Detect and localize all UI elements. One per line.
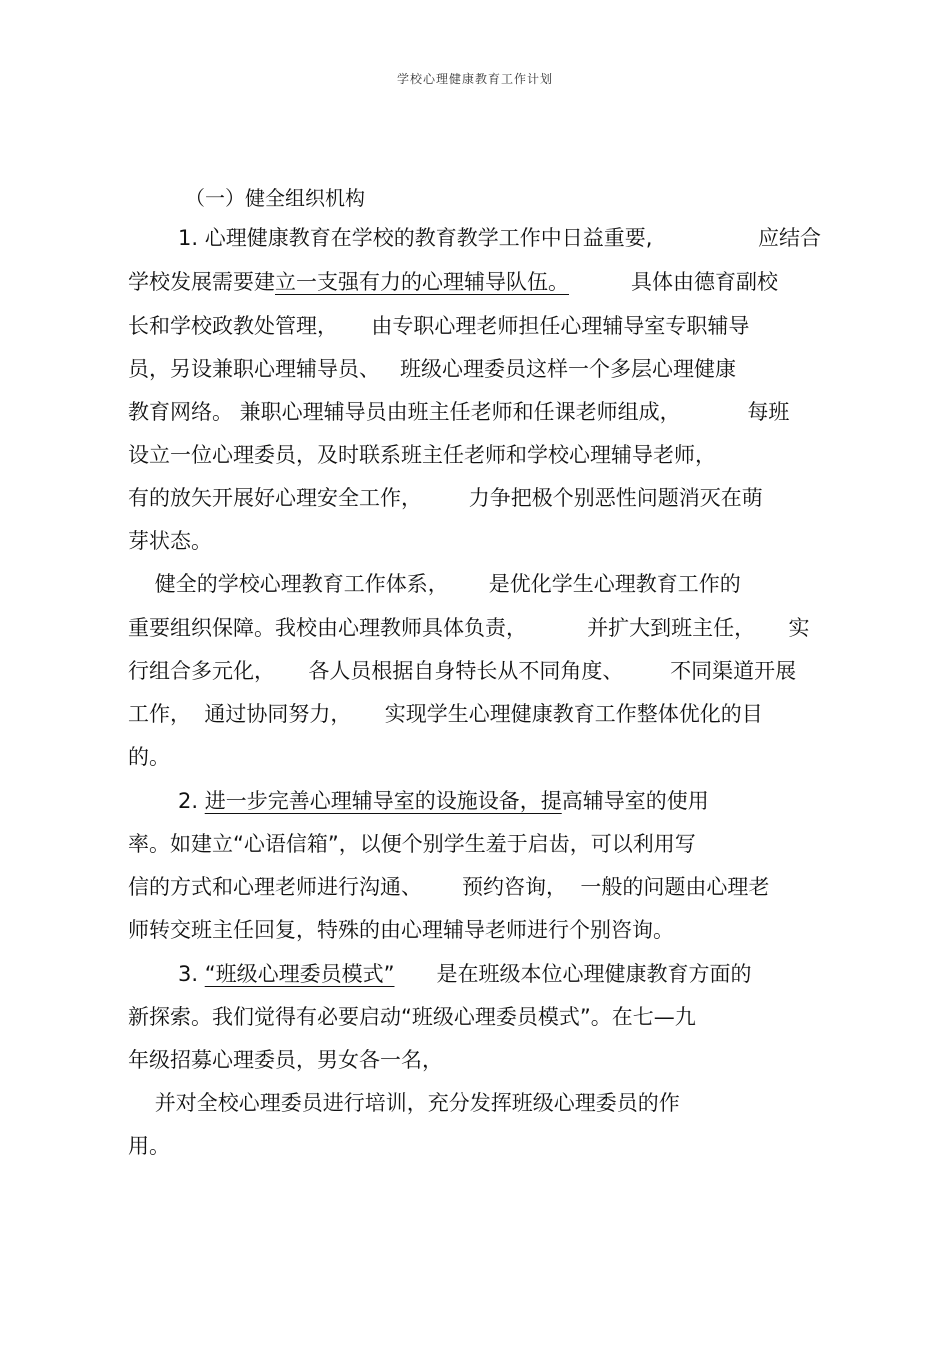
- text-run: 应结合: [758, 226, 821, 250]
- text-run: 具体由德育副校: [631, 270, 778, 294]
- p1-line-7: 有的放矢开展好心理安全工作， 力争把极个别恶性问题消灭在萌: [128, 486, 763, 510]
- p2-line-3: 行组合多元化， 各人员根据自身特长从不同角度、 不同渠道开展: [128, 659, 797, 683]
- underlined-text: “班级心理委员模式”: [204, 962, 395, 986]
- p2-line-2: 重要组织保障。我校由心理教师具体负责， 并扩大到班主任， 实: [128, 616, 810, 640]
- p1-line-6: 设立一位心理委员，及时联系班主任老师和学校心理辅导老师，: [128, 443, 716, 467]
- p1-line-3: 长和学校政教处管理， 由专职心理老师担任心理辅导室专职辅导: [128, 314, 750, 338]
- underlined-text: 进一步完善心理辅导室的设施设备，提: [204, 789, 562, 813]
- item-number: 1.: [178, 226, 199, 250]
- item-number: 2.: [178, 789, 205, 813]
- p3-line-3: 信的方式和心理老师进行沟通、 预约咨询， 一般的问题由心理老: [128, 875, 770, 899]
- p4-line-2: 新探索。我们觉得有必要启动“班级心理委员模式”。在七—九: [128, 1005, 696, 1029]
- p1-line-8: 芽状态。: [128, 529, 212, 553]
- p3-line-2: 率。如建立“心语信箱”，以便个别学生羞于启齿，可以利用写: [128, 832, 696, 856]
- text-run: 是在班级本位心理健康教育方面的: [436, 962, 752, 986]
- text-run: 学校发展需要建: [128, 270, 275, 294]
- p2-line-1: 健全的学校心理教育工作体系， 是优化学生心理教育工作的: [128, 572, 741, 596]
- page-header: 学校心理健康教育工作计划: [396, 72, 553, 86]
- p2-line-4: 工作， 通过协同努力， 实现学生心理健康教育工作整体优化的目: [128, 702, 763, 726]
- p1-line-1: [178, 226, 821, 250]
- p1-line-2: [128, 272, 778, 293]
- item-number: 3.: [178, 962, 205, 986]
- p5-line-2: 用。: [128, 1134, 170, 1158]
- p2-line-5: 的。: [128, 745, 170, 769]
- p3-line-1: [178, 791, 709, 812]
- p4-line-3: 年级招募心理委员，男女各一名，: [128, 1048, 443, 1072]
- p5-line-1: 并对全校心理委员进行培训，充分发挥班级心理委员的作: [128, 1091, 680, 1115]
- section-heading: （一）健全组织机构: [185, 186, 365, 210]
- p1-line-5: 教育网络。 兼职心理辅导员由班主任老师和任课老师组成， 每班: [128, 400, 790, 424]
- text-run: 高辅导室的使用: [561, 789, 709, 813]
- p3-line-4: 师转交班主任回复，特殊的由心理辅导老师进行个别咨询。: [128, 918, 674, 942]
- p1-line-4: 员，另设兼职心理辅导员、 班级心理委员这样一个多层心理健康: [128, 357, 737, 381]
- underlined-text: 立一支强有力的心理辅导队伍。: [275, 270, 569, 294]
- p4-line-1: [178, 964, 751, 985]
- text-run: 心理健康教育在学校的教育教学工作中日益重要,: [198, 226, 653, 250]
